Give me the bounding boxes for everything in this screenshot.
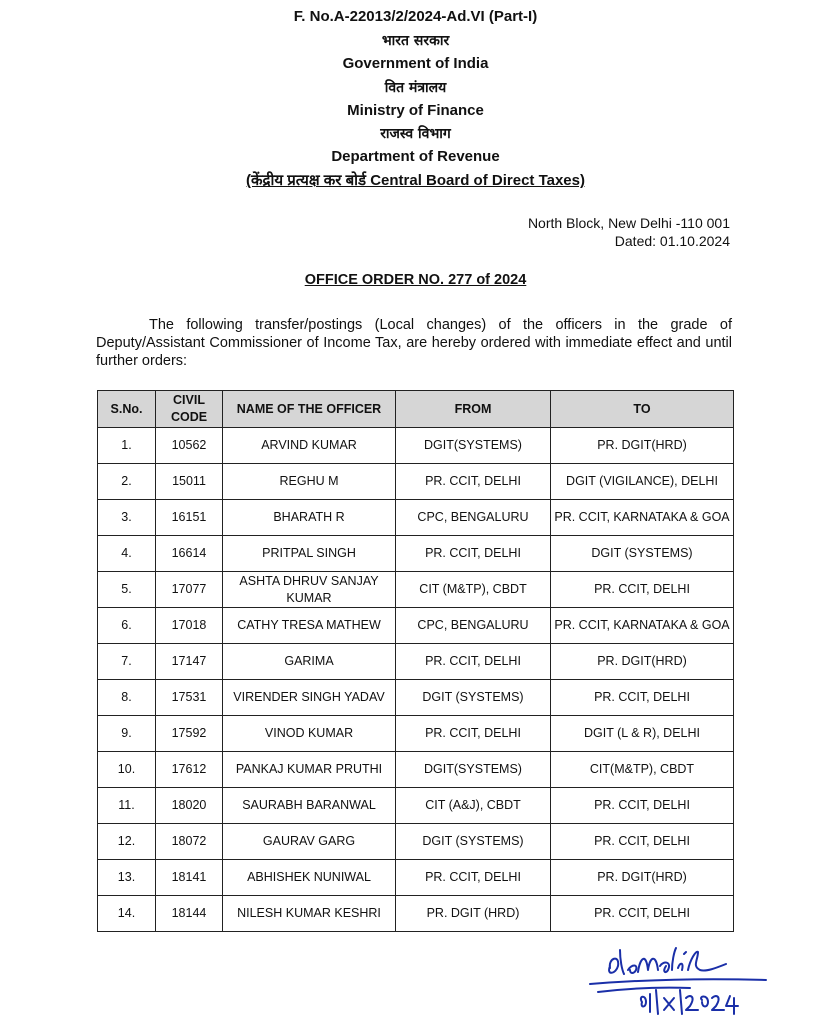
table-row: [98, 608, 734, 644]
table-row: [98, 680, 734, 716]
cell-to: PR. DGIT(HRD): [551, 428, 734, 464]
file-number: F. No.A-22013/2/2024-Ad.VI (Part-I): [293, 8, 538, 25]
cell-from: CIT (M&TP), CBDT: [396, 572, 551, 608]
cell-to: PR. CCIT, DELHI: [551, 824, 734, 860]
cell-civil-code: 17018: [156, 608, 223, 644]
cell-from: CPC, BENGALURU: [396, 608, 551, 644]
cell-sno: 5.: [98, 572, 156, 608]
cell-civil-code: 17077: [156, 572, 223, 608]
cell-officer-name: PANKAJ KUMAR PRUTHI: [223, 752, 396, 788]
cell-sno: 3.: [98, 500, 156, 536]
cell-officer-name: PRITPAL SINGH: [223, 536, 396, 572]
cell-civil-code: 15011: [156, 464, 223, 500]
table-row: [98, 464, 734, 500]
cell-sno: 13.: [98, 860, 156, 896]
cell-sno: 10.: [98, 752, 156, 788]
cell-sno: 8.: [98, 680, 156, 716]
cell-civil-code: 18141: [156, 860, 223, 896]
header-officer-name: NAME OF THE OFFICER: [223, 391, 396, 428]
cell-civil-code: 18020: [156, 788, 223, 824]
cell-from: PR. CCIT, DELHI: [396, 716, 551, 752]
cell-officer-name: ABHISHEK NUNIWAL: [223, 860, 396, 896]
cell-from: PR. CCIT, DELHI: [396, 464, 551, 500]
cell-sno: 6.: [98, 608, 156, 644]
cell-from: DGIT (SYSTEMS): [396, 824, 551, 860]
cell-to: PR. CCIT, KARNATAKA & GOA: [551, 608, 734, 644]
order-date: Dated: 01.10.2024: [614, 233, 730, 249]
header-sno: S.No.: [98, 391, 156, 428]
cell-to: PR. DGIT(HRD): [551, 644, 734, 680]
table-row: [98, 824, 734, 860]
cell-to: PR. CCIT, KARNATAKA & GOA: [551, 500, 734, 536]
cell-sno: 14.: [98, 896, 156, 932]
cell-officer-name: BHARATH R: [223, 500, 396, 536]
ministry-hindi: वित मंत्रालय: [384, 80, 447, 96]
cell-sno: 1.: [98, 428, 156, 464]
cell-to: PR. DGIT(HRD): [551, 860, 734, 896]
cell-officer-name: ARVIND KUMAR: [223, 428, 396, 464]
cell-from: DGIT(SYSTEMS): [396, 428, 551, 464]
table-row: [98, 428, 734, 464]
header-civil-code: CIVIL CODE: [156, 391, 223, 428]
table-row: [98, 536, 734, 572]
cell-from: DGIT (SYSTEMS): [396, 680, 551, 716]
cell-officer-name: REGHU M: [223, 464, 396, 500]
cell-to: DGIT (SYSTEMS): [551, 536, 734, 572]
cell-civil-code: 17147: [156, 644, 223, 680]
table-row: [98, 860, 734, 896]
cell-sno: 11.: [98, 788, 156, 824]
table-row: [98, 500, 734, 536]
cell-to: PR. CCIT, DELHI: [551, 788, 734, 824]
cell-from: CIT (A&J), CBDT: [396, 788, 551, 824]
cell-officer-name: VINOD KUMAR: [223, 716, 396, 752]
department-english: Department of Revenue: [331, 148, 500, 165]
cell-from: PR. CCIT, DELHI: [396, 536, 551, 572]
cell-to: PR. CCIT, DELHI: [551, 896, 734, 932]
cell-officer-name: GARIMA: [223, 644, 396, 680]
cell-from: PR. CCIT, DELHI: [396, 860, 551, 896]
cell-civil-code: 18144: [156, 896, 223, 932]
cell-officer-name: CATHY TRESA MATHEW: [223, 608, 396, 644]
cell-to: DGIT (VIGILANCE), DELHI: [551, 464, 734, 500]
cell-sno: 2.: [98, 464, 156, 500]
handwritten-signature: [580, 940, 790, 1020]
cell-sno: 9.: [98, 716, 156, 752]
cell-civil-code: 17592: [156, 716, 223, 752]
cell-from: CPC, BENGALURU: [396, 500, 551, 536]
header-to: TO: [551, 391, 734, 428]
cell-officer-name: SAURABH BARANWAL: [223, 788, 396, 824]
cell-civil-code: 17531: [156, 680, 223, 716]
cell-from: DGIT(SYSTEMS): [396, 752, 551, 788]
intro-paragraph: The following transfer/postings (Local changes) of the officers in the grade of Deputy/Assistant Commissioner of Income Tax, are hereby ordered with immediate effect and until further orders:: [96, 317, 732, 369]
cell-from: PR. DGIT (HRD): [396, 896, 551, 932]
ministry-english: Ministry of Finance: [347, 102, 484, 119]
board-name-text: (केंद्रीय प्रत्यक्ष कर बोर्ड Central Board of Direct Taxes): [246, 172, 585, 189]
order-title: OFFICE ORDER NO. 277 of 2024: [304, 272, 527, 288]
table-row: [98, 788, 734, 824]
cell-civil-code: 17612: [156, 752, 223, 788]
cell-civil-code: 10562: [156, 428, 223, 464]
cell-civil-code: 16614: [156, 536, 223, 572]
cell-sno: 4.: [98, 536, 156, 572]
table-header-row: [98, 391, 734, 428]
table-row: [98, 752, 734, 788]
govt-hindi: भारत सरकार: [381, 33, 450, 49]
table-row: [98, 644, 734, 680]
cell-officer-name: VIRENDER SINGH YADAV: [223, 680, 396, 716]
cell-to: CIT(M&TP), CBDT: [551, 752, 734, 788]
cell-officer-name: NILESH KUMAR KESHRI: [223, 896, 396, 932]
cell-to: DGIT (L & R), DELHI: [551, 716, 734, 752]
cell-sno: 12.: [98, 824, 156, 860]
office-address: North Block, New Delhi -110 001: [527, 215, 730, 231]
signature-strokes: [590, 948, 766, 1014]
table-row: [98, 572, 734, 608]
cell-officer-name: GAURAV GARG: [223, 824, 396, 860]
department-hindi: राजस्व विभाग: [380, 126, 451, 142]
cell-to: PR. CCIT, DELHI: [551, 680, 734, 716]
cell-sno: 7.: [98, 644, 156, 680]
header-from: FROM: [396, 391, 551, 428]
transfer-table: [97, 390, 734, 932]
table-row: [98, 896, 734, 932]
cell-from: PR. CCIT, DELHI: [396, 644, 551, 680]
cell-civil-code: 16151: [156, 500, 223, 536]
table-body: [98, 428, 734, 932]
board-name: [0, 172, 831, 190]
table-row: [98, 716, 734, 752]
cell-to: PR. CCIT, DELHI: [551, 572, 734, 608]
cell-civil-code: 18072: [156, 824, 223, 860]
cell-officer-name: ASHTA DHRUV SANJAY KUMAR: [223, 572, 396, 608]
govt-english: Government of India: [342, 55, 489, 72]
